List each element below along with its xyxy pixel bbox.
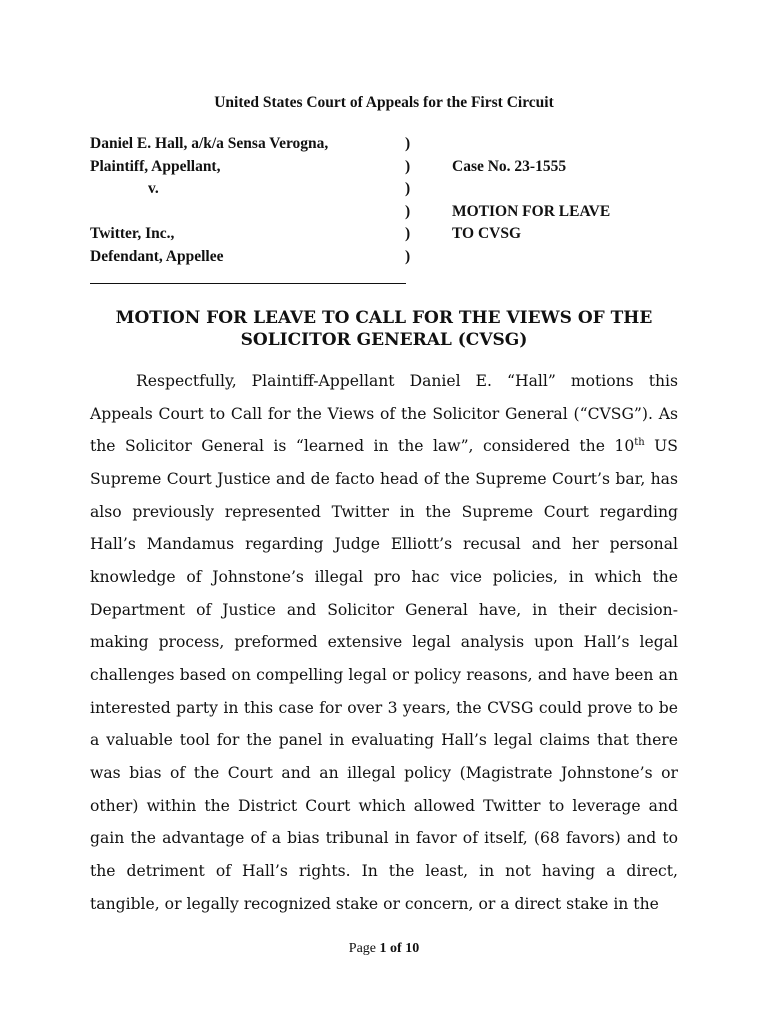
page-footer bbox=[0, 941, 768, 957]
case-spacer bbox=[452, 133, 692, 156]
body-paragraph bbox=[90, 365, 678, 920]
case-number: Case No. 23-1555 bbox=[452, 157, 567, 175]
caption-paren: ) bbox=[405, 157, 411, 175]
footer-of-word: of bbox=[390, 941, 402, 956]
plaintiff-role: Plaintiff, Appellant, bbox=[90, 157, 221, 175]
footer-page-word: Page bbox=[348, 941, 377, 956]
motion-short-title-line1: MOTION FOR LEAVE bbox=[452, 202, 611, 220]
motion-title bbox=[0, 307, 768, 351]
footer-page-current: 1 bbox=[379, 941, 387, 956]
ordinal-suffix: th bbox=[634, 437, 645, 449]
motion-title-line1: MOTION FOR LEAVE TO CALL FOR THE VIEWS OF THE bbox=[115, 308, 653, 328]
motion-title-line2: SOLICITOR GENERAL (CVSG) bbox=[240, 330, 528, 350]
body-text-part2: US Supreme Court Justice and de facto head of the Supreme Court’s bar, has also previously represented Twitter in the Supreme Court regarding Hall’s Mandamus regarding Judge Elliott’s recusal and her personal knowledge of Johnstone’s illegal pro hac vice policies, in which the Department of Justice and Solicitor General have, in their decision-making process, preformed extensive legal analysis upon Hall’s legal challenges based on compelling legal or policy reasons, and have been an interested party in this case for over 3 years, the CVSG could prove to be a valuable tool for the panel in evaluating Hall’s legal claims that there was bias of the Court and an illegal policy (Magistrate Johnstone’s or other) within the District Court which allowed Twitter to leverage and gain the advantage of a bias tribunal in favor of itself, (68 favors) and to the detriment of Hall’s rights. In the least, in not having a direct, tangible, or legally recognized stake or concern, or a direct stake in the bbox=[90, 437, 678, 913]
versus-label: v. bbox=[148, 180, 159, 197]
caption-paren: ) bbox=[405, 202, 411, 220]
case-caption bbox=[90, 133, 690, 293]
body-text-part1: Respectfully, Plaintiff-Appellant Daniel E. “Hall” motions this Appeals Court to Call for the Views of the Solicitor General (“CVSG”). As the Solicitor General is “learned in the law”, considered the 10 bbox=[90, 372, 678, 456]
caption-paren: ) bbox=[405, 135, 411, 152]
court-title: United States Court of Appeals for the First Circuit bbox=[214, 94, 554, 111]
caption-paren: ) bbox=[405, 225, 411, 242]
case-spacer bbox=[452, 178, 692, 201]
caption-parentheses bbox=[405, 133, 417, 268]
plaintiff-name: Daniel E. Hall, a/k/a Sensa Verogna, bbox=[90, 135, 329, 152]
motion-short-title-line2: TO CVSG bbox=[452, 225, 522, 242]
caption-blank-line bbox=[90, 201, 400, 224]
caption-paren: ) bbox=[405, 247, 411, 265]
caption-divider bbox=[90, 283, 406, 284]
caption-parties bbox=[90, 133, 400, 268]
caption-paren: ) bbox=[405, 180, 411, 197]
defendant-name: Twitter, Inc., bbox=[90, 225, 175, 242]
footer-page-total: 10 bbox=[405, 941, 420, 956]
case-info bbox=[452, 133, 692, 246]
defendant-role: Defendant, Appellee bbox=[90, 247, 224, 265]
